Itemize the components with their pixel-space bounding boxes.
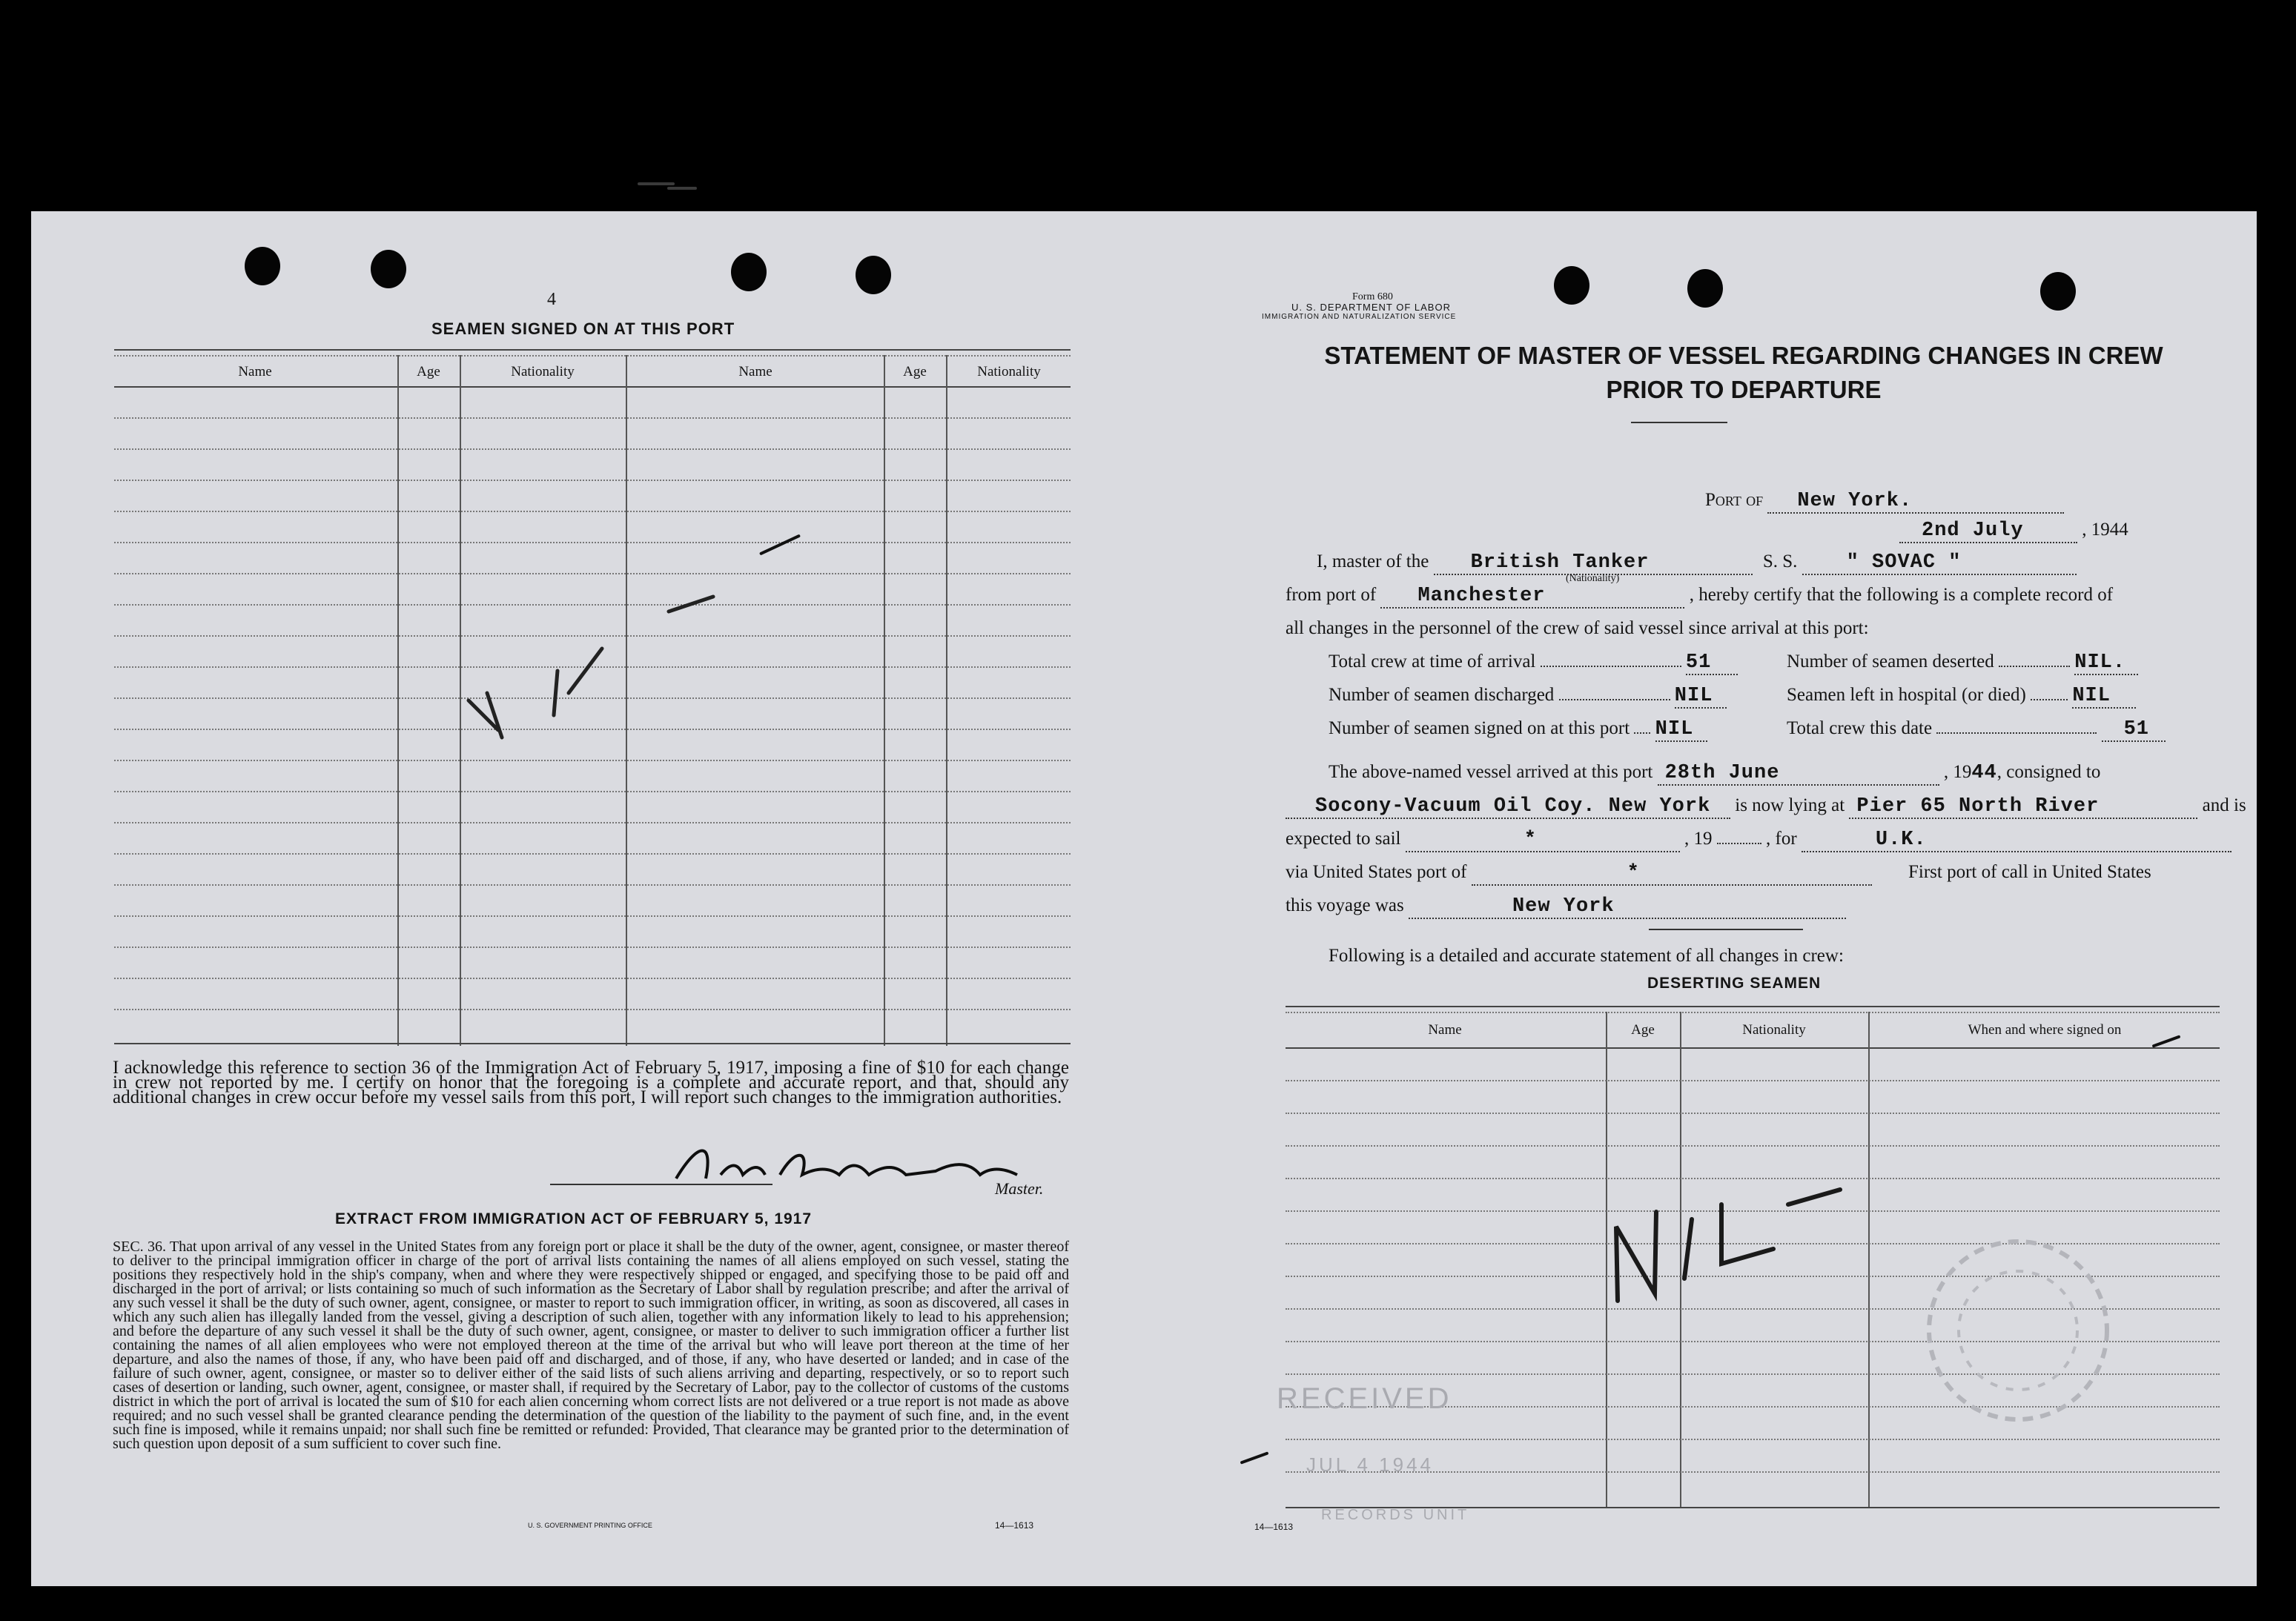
form-code-right: 14—1613 bbox=[1254, 1522, 1294, 1532]
nationality-caption: (Nationality) bbox=[1566, 573, 1620, 584]
all-changes-text: all changes in the personnel of the crew of said vessel since arrival at this port: bbox=[1286, 618, 1869, 638]
form-code-left: 14—1613 bbox=[995, 1520, 1034, 1531]
hospital-value: NIL bbox=[2072, 685, 2111, 707]
records-stamp: RECORDS UNIT bbox=[1321, 1507, 1470, 1523]
extract-text: SEC. 36. That upon arrival of any vessel in the United States from any foreign port or place it shall be the duty of the owner, agent, consignee, or master thereof to deliver to the principal immigration officer in charge of the port of arrival lists containing the names of all aliens employed on such vessel, stating the positions they respectively hold in the ship's company, when and where they were respectively shipped or engaged, and specifying those to be paid off and discharged in the port of arrival; or lists containing so much of such information as the Secretary of Labor shall by regulation prescribe; and after the arrival of any such vessel it shall be the duty of such owner, agent, consignee, or master to report to such immigration officer, in writing, as soon as discovered, all cases in which any such alien has illegally landed from the vessel, giving a description of such alien, together with any information likely to lead to his apprehension; and before the departure of any such vessel it shall be the duty of such owner, agent, consignee, or master to deliver to such immigration officer a further list containing the names of all alien employees who were not employed thereon at the time of the arrival but who will leave port thereon at the time of her departure, and also the names of those, if any, who have been paid off and discharged, and of those, if any, who have deserted or landed; and in case of the failure of such owner, agent, consignee, or master so to deliver either of the said lists of such aliens arriving and departing, respectively, or so to report such cases of desertion or landing, such owner, agent, consignee, or master shall, if required by the Secretary of Labor, pay to the collector of customs of the customs district in which the port of arrival is located the sum of $10 for each alien concerning whom correct lists are not delivered or a true report is not made as above required; and no such vessel shall be granted clearance pending the determination of the question of the liability to the payment of such fine, and, in the event such fine is imposed, while it remains unpaid; nor shall such fine be remitted or refunded: Provided, That clearance may be granted prior to the determination of such question upon deposit of a sum sufficient to cover such fine. bbox=[113, 1239, 1069, 1452]
section-title: SEAMEN SIGNED ON AT THIS PORT bbox=[431, 319, 735, 338]
deserting-title: DESERTING SEAMEN bbox=[1647, 975, 1822, 992]
signed-on-label: Number of seamen signed on at this port bbox=[1329, 718, 1630, 738]
from-port-value: Manchester bbox=[1417, 585, 1546, 607]
column-header: When and where signed on bbox=[1968, 1022, 2122, 1038]
total-crew-date-value: 51 bbox=[2123, 718, 2149, 740]
total-crew-arrival-label: Total crew at time of arrival bbox=[1329, 652, 1536, 672]
column-header: Age bbox=[417, 364, 440, 379]
punch-hole bbox=[371, 250, 406, 288]
deserted-label: Number of seamen deserted bbox=[1787, 652, 1994, 672]
for-label: , for bbox=[1766, 829, 1797, 849]
port-label: Port of bbox=[1705, 490, 1764, 510]
discharged-value: NIL bbox=[1674, 685, 1713, 707]
lying-value: Pier 65 North River bbox=[1856, 795, 2100, 818]
arrived-year: 44 bbox=[1971, 762, 1997, 784]
via-label: via United States port of bbox=[1286, 862, 1467, 882]
expected-value: * bbox=[1524, 829, 1537, 851]
punch-hole bbox=[245, 247, 280, 285]
punch-hole bbox=[856, 256, 891, 294]
consigned-suffix: , consigned to bbox=[1996, 762, 2101, 782]
punch-hole bbox=[731, 253, 767, 291]
voyage-label: this voyage was bbox=[1286, 895, 1404, 915]
column-header: Name bbox=[238, 364, 272, 379]
port-value: New York. bbox=[1797, 490, 1913, 512]
signed-on-value: NIL bbox=[1655, 718, 1694, 740]
and-is: and is bbox=[2202, 795, 2246, 815]
department-name: U. S. DEPARTMENT OF LABOR bbox=[1291, 302, 1451, 313]
lying-label: is now lying at bbox=[1735, 795, 1845, 815]
column-header: Age bbox=[1631, 1022, 1655, 1038]
column-header: Nationality bbox=[511, 364, 575, 379]
form-title-line2: PRIOR TO DEPARTURE bbox=[1606, 376, 1882, 403]
first-call-label: First port of call in United States bbox=[1908, 862, 2151, 882]
consignee: Socony-Vacuum Oil Coy. New York bbox=[1315, 795, 1711, 818]
service-name: IMMIGRATION AND NATURALIZATION SERVICE bbox=[1262, 313, 1457, 321]
handwritten-nil-mark bbox=[446, 582, 728, 775]
column-header: Nationality bbox=[1742, 1022, 1806, 1038]
hospital-label: Seamen left in hospital (or died) bbox=[1787, 685, 2026, 705]
for-value: U.K. bbox=[1875, 829, 1927, 851]
total-crew-arrival-value: 51 bbox=[1685, 652, 1712, 674]
handwritten-nil-mark bbox=[1573, 1175, 1870, 1323]
expected-year: , 19 bbox=[1684, 829, 1713, 849]
voyage-value: New York bbox=[1512, 895, 1615, 918]
deserted-value: NIL. bbox=[2074, 652, 2126, 674]
punch-hole bbox=[1554, 266, 1589, 305]
punch-hole bbox=[2040, 272, 2076, 311]
ss-label: S. S. bbox=[1762, 551, 1798, 571]
discharged-label: Number of seamen discharged bbox=[1329, 685, 1555, 705]
total-crew-date-label: Total crew this date bbox=[1787, 718, 1933, 738]
page-number: 4 bbox=[547, 290, 556, 309]
column-header: Age bbox=[903, 364, 927, 379]
following-text: Following is a detailed and accurate statement of all changes in crew: bbox=[1329, 946, 1844, 966]
extract-title: EXTRACT FROM IMMIGRATION ACT OF FEBRUARY 5, 1917 bbox=[335, 1210, 813, 1227]
form-number: Form 680 bbox=[1352, 291, 1393, 302]
arrived-date: 28th June bbox=[1664, 762, 1780, 784]
document-sheet bbox=[31, 211, 2257, 1586]
column-header: Name bbox=[1428, 1022, 1462, 1038]
received-stamp-date: JUL 4 1944 bbox=[1306, 1453, 1435, 1476]
column-header: Nationality bbox=[977, 364, 1041, 379]
received-stamp: RECEIVED bbox=[1277, 1382, 1452, 1415]
printer-credit: U. S. GOVERNMENT PRINTING OFFICE bbox=[528, 1522, 652, 1529]
certify-text: , hereby certify that the following is a complete record of bbox=[1689, 585, 2114, 605]
column-header: Name bbox=[738, 364, 772, 379]
ss-value: " SOVAC " bbox=[1846, 551, 1962, 574]
arrived-year-prefix: , 19 bbox=[1943, 762, 1972, 782]
punch-hole bbox=[1687, 269, 1723, 308]
nationality-value: British Tanker bbox=[1470, 551, 1650, 574]
acknowledgement-text: I acknowledge this reference to section 36 of the Immigration Act of February 5, 1917, imposing a fine of $10 for each change in crew not reported by me. I certify on honor that the foregoing is a complete and accurate report, and that, should any additional changes in crew occur before my vessel sails from this port, I will report such changes to the immigration authorities. bbox=[113, 1058, 1069, 1107]
year-value: , 1944 bbox=[2082, 520, 2128, 540]
round-stamp bbox=[1907, 1219, 2129, 1442]
from-port-label: from port of bbox=[1286, 585, 1377, 605]
via-value: * bbox=[1627, 862, 1640, 884]
expected-label: expected to sail bbox=[1286, 829, 1401, 849]
master-prefix: I, master of the bbox=[1317, 551, 1429, 571]
arrived-prefix: The above-named vessel arrived at this port bbox=[1329, 762, 1653, 782]
form-title-line1: STATEMENT OF MASTER OF VESSEL REGARDING CHANGES IN CREW bbox=[1324, 342, 2163, 369]
date-value: 2nd July bbox=[1922, 520, 2024, 542]
signature-label: Master. bbox=[995, 1179, 1044, 1198]
